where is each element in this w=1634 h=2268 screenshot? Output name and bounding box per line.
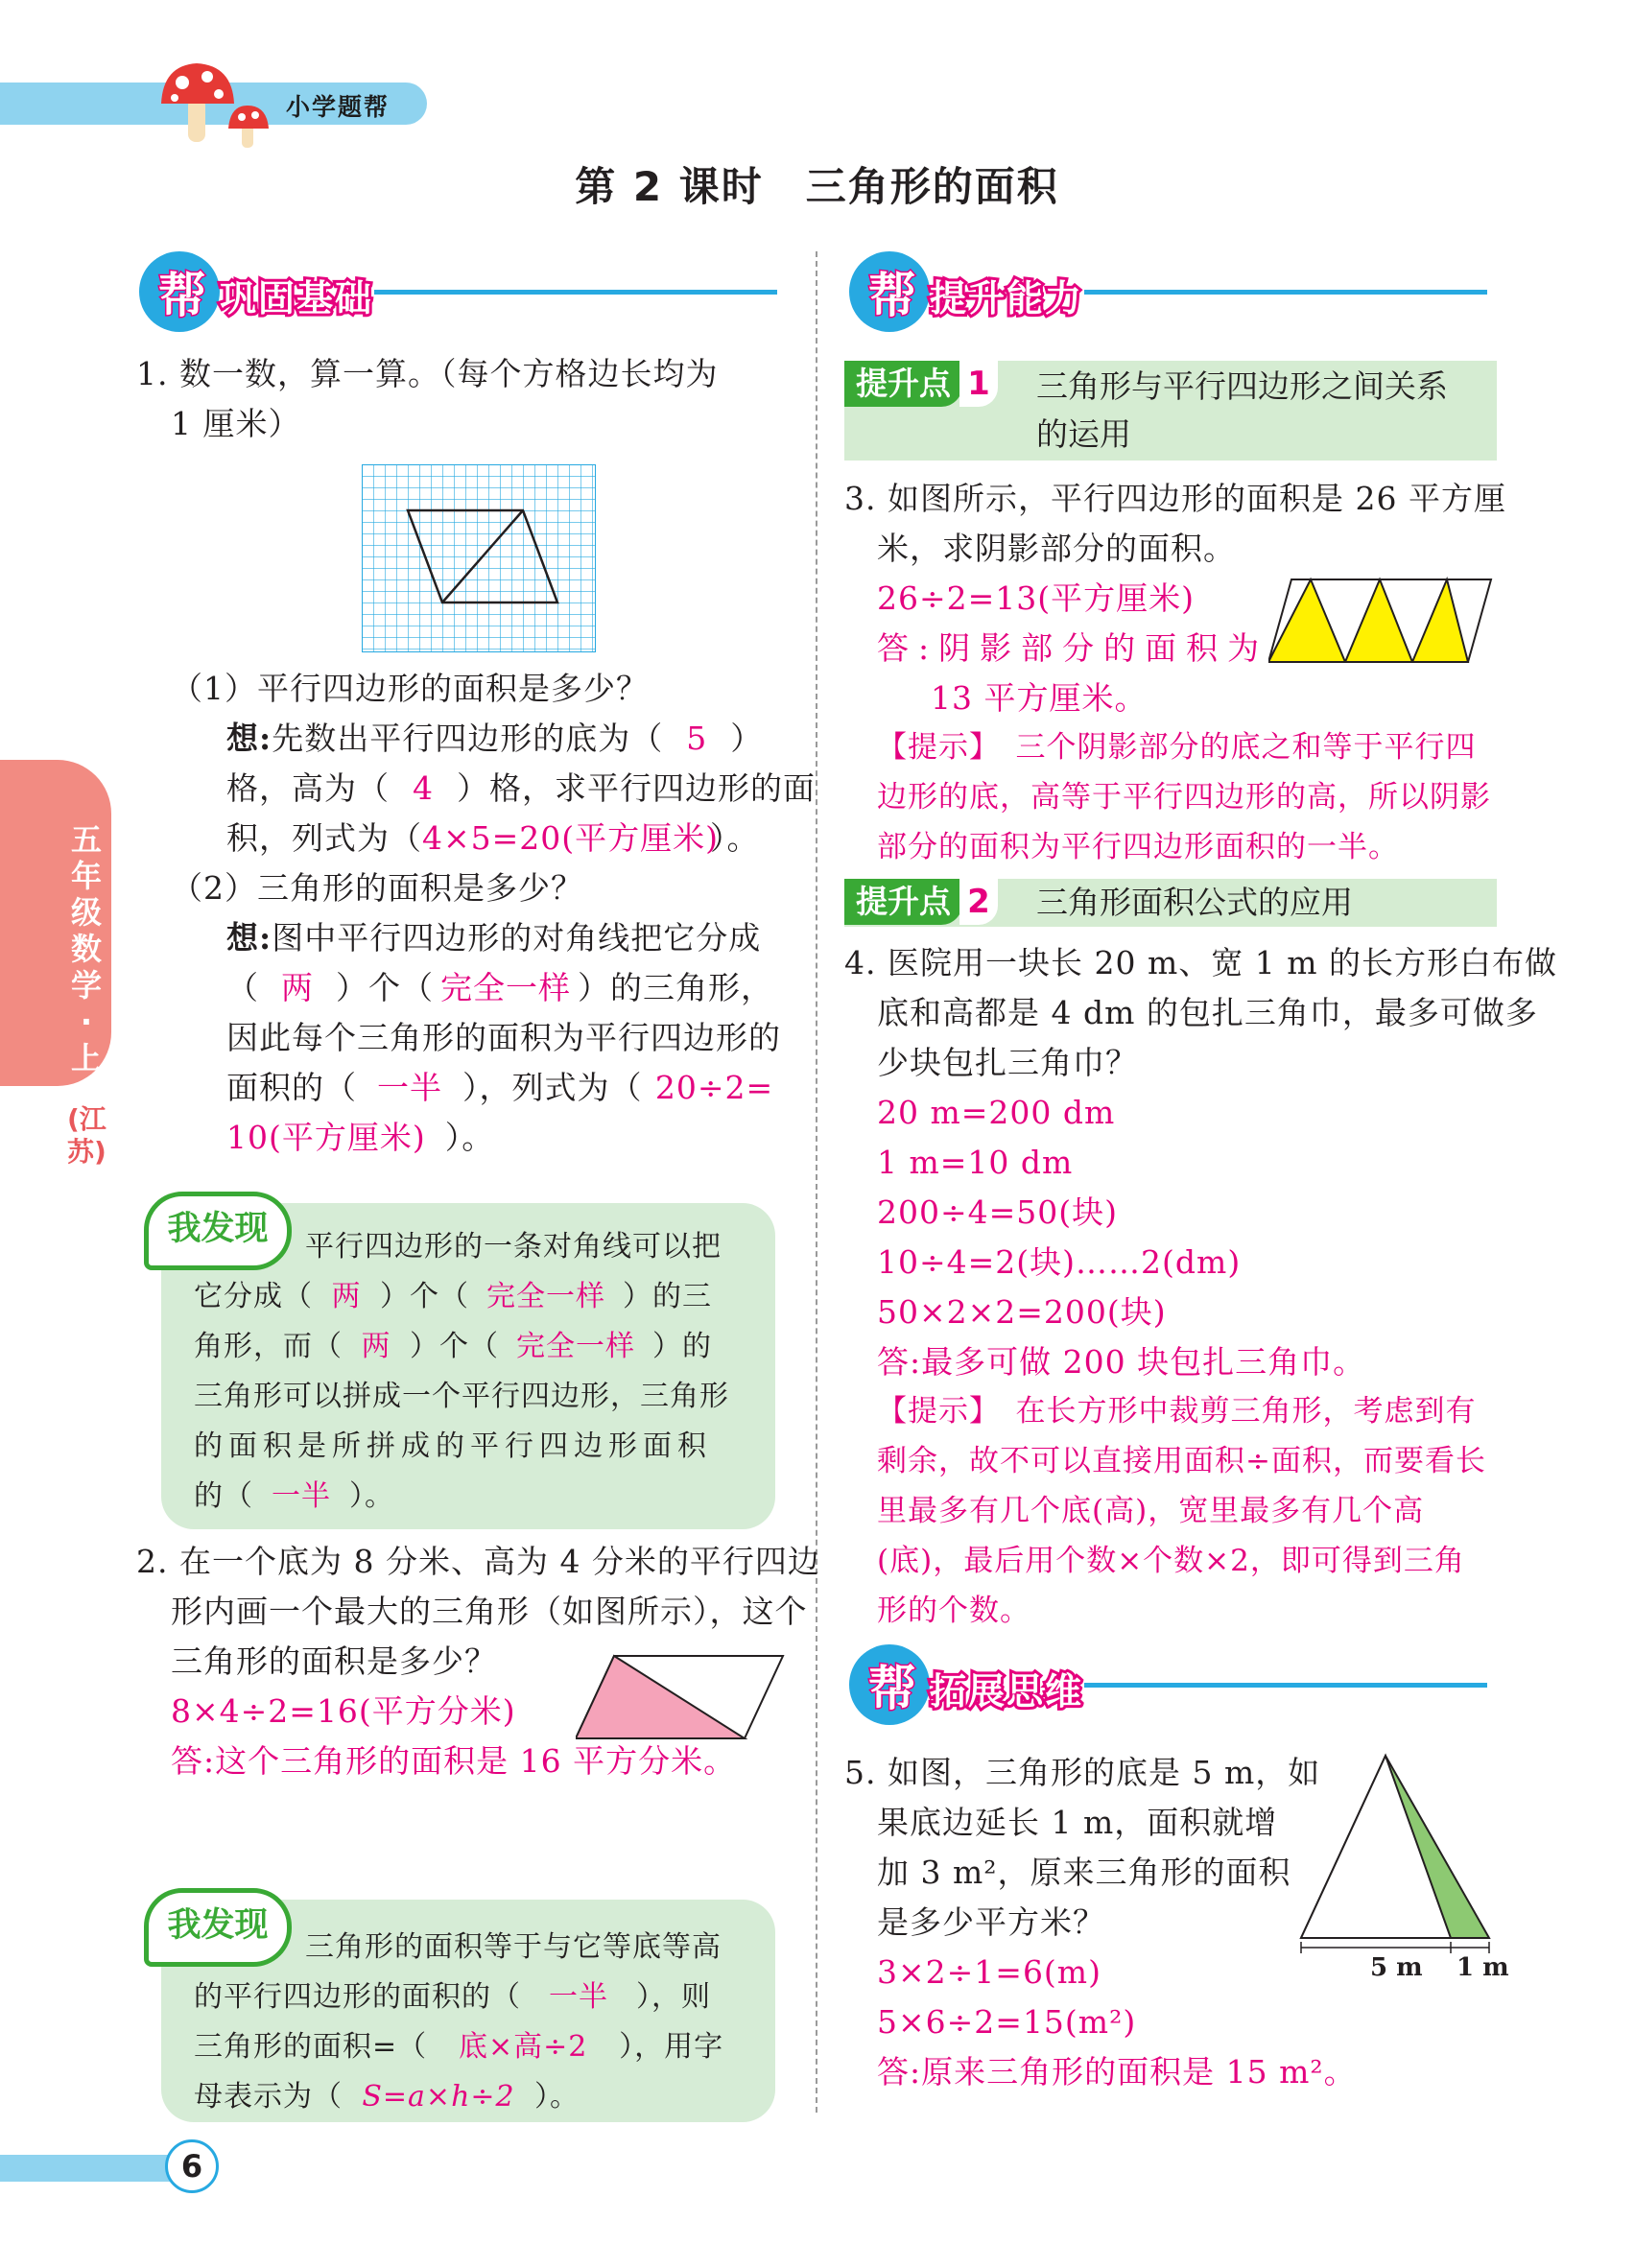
q3-hint-line1: 【提示】 三个阴影部分的底之和等于平行四 xyxy=(877,730,1477,765)
q2-answer-line2: 答:这个三角形的面积是 16 平方分米。 xyxy=(171,1742,737,1780)
point-1-text-line1: 三角形与平行四边形之间关系 xyxy=(1036,367,1448,405)
discover2-line2: 的平行四边形的面积的（ 一半 ），则 xyxy=(194,1980,711,2014)
q5-base-label: 5 m xyxy=(1370,1953,1423,1982)
side-tab xyxy=(0,760,111,1086)
q5-stem-line3: 加 3 m²，原来三角形的面积 xyxy=(877,1854,1291,1891)
q5-answer-line2: 5×6÷2=15(m²) xyxy=(877,2003,1137,2041)
q1-part2-question: （2）三角形的面积是多少？ xyxy=(171,869,583,907)
section-rule xyxy=(1084,290,1487,295)
q5-extension-label: 1 m xyxy=(1456,1953,1509,1982)
q3-answer-line3: 13 平方厘米。 xyxy=(931,679,1148,717)
point-number: 1 xyxy=(959,361,998,407)
discover2-line1: 三角形的面积等于与它等底等高 xyxy=(305,1930,722,1964)
q4-hint-line1: 【提示】 在长方形中裁剪三角形，考虑到有 xyxy=(877,1394,1477,1429)
q1-part1-question: （1）平行四边形的面积是多少？ xyxy=(171,670,649,707)
point-number: 2 xyxy=(959,879,998,925)
q2-parallelogram-figure xyxy=(576,1652,787,1744)
q5-answer-line1: 3×2÷1=6(m) xyxy=(877,1953,1101,1991)
footer-bar xyxy=(0,2155,192,2182)
discover-tag: 我发现 xyxy=(144,1888,292,1967)
q1-part1-line1: 想:先数出平行四边形的底为（ 5 ） xyxy=(226,720,764,757)
brand-label: 小学题帮 xyxy=(286,93,391,121)
column-divider xyxy=(816,251,817,2113)
point-label: 提升点 xyxy=(844,361,962,407)
q3-hint-line3: 部分的面积为平行四边形面积的一半。 xyxy=(877,830,1399,864)
q4-answer-line6: 答:最多可做 200 块包扎三角巾。 xyxy=(877,1343,1366,1381)
q1-part2-line4: 面积的（ 一半 ），列式为（ 20÷2= xyxy=(226,1069,774,1106)
section-title: 巩固基础 xyxy=(220,277,374,319)
discover1-line2: 它分成（ 两 ）个（ 完全一样 ）的三 xyxy=(194,1280,712,1313)
q3-hint-line2: 边形的底，高等于平行四边形的高，所以阴影 xyxy=(877,780,1491,815)
discover2-line4: 母表示为（ S=a×h÷2 ）。 xyxy=(194,2080,580,2114)
mushroom-logo-icon xyxy=(154,56,288,152)
section-title: 提升能力 xyxy=(930,277,1084,319)
q1-stem-line2: 1 厘米） xyxy=(171,405,301,442)
q4-answer-line4: 10÷4=2(块)……2(dm) xyxy=(877,1243,1242,1281)
q5-stem-line1: 5. 如图，三角形的底是 5 m，如 xyxy=(844,1754,1321,1791)
side-tab-region: (江苏) xyxy=(67,1103,107,1168)
section-expand-header xyxy=(849,1644,1502,1731)
section-badge-text: 帮 xyxy=(158,268,206,323)
q1-part1-line3: 积，列式为（4×5=20(平方厘米)）。 xyxy=(226,819,760,857)
section-badge-text: 帮 xyxy=(868,268,916,323)
section-title: 拓展思维 xyxy=(930,1670,1084,1713)
q1-part2-line3: 因此每个三角形的面积为平行四边形的 xyxy=(226,1019,781,1056)
q2-stem-line2: 形内画一个最大的三角形（如图所示），这个 xyxy=(171,1593,808,1630)
point-2-text-line1: 三角形面积公式的应用 xyxy=(1036,884,1353,921)
q1-part1-line2: 格，高为（ 4 ）格，求平行四边形的面 xyxy=(226,769,816,807)
q2-answer-line1: 8×4÷2=16(平方分米) xyxy=(171,1692,516,1730)
discover1-line3: 角形，而（ 两 ）个（ 完全一样 ）的 xyxy=(194,1330,712,1363)
discover2-line3: 三角形的面积=（ 底×高÷2 ），用字 xyxy=(194,2030,724,2064)
side-tab-grade: 五年级数学·上 xyxy=(70,821,102,1076)
section-rule xyxy=(1084,1683,1487,1688)
page-title: 第 2 课时 三角形的面积 xyxy=(575,163,1059,210)
discover-box-2 xyxy=(161,1900,775,2122)
page-number: 6 xyxy=(165,2139,219,2193)
q4-answer-line3: 200÷4=50(块) xyxy=(877,1193,1119,1231)
q2-stem-line1: 2. 在一个底为 8 分米、高为 4 分米的平行四边 xyxy=(136,1543,820,1580)
q4-answer-line2: 1 m=10 dm xyxy=(877,1144,1074,1181)
q4-hint-line5: 形的个数。 xyxy=(877,1594,1030,1628)
q4-stem-line1: 4. 医院用一块长 20 m、宽 1 m 的长方形白布做 xyxy=(844,944,1557,981)
discover1-line6: 的（ 一半 ）。 xyxy=(194,1479,394,1513)
point-2-box xyxy=(844,879,1497,927)
q4-answer-line5: 50×2×2=200(块) xyxy=(877,1293,1167,1331)
discover1-line5: 的面积是所拼成的平行四边形面积 xyxy=(194,1429,712,1463)
point-1-text-line2: 的运用 xyxy=(1036,415,1131,453)
q1-part2-line2: （ 两 ）个（ 完全一样 ）的三角形， xyxy=(226,969,773,1006)
q5-triangle-figure xyxy=(1297,1752,1499,1973)
discover1-line1: 平行四边形的一条对角线可以把 xyxy=(305,1230,722,1264)
q3-stem-line1: 3. 如图所示，平行四边形的面积是 26 平方厘 xyxy=(844,480,1506,517)
section-basic-header xyxy=(139,251,792,338)
point-label: 提升点 xyxy=(844,879,962,925)
q4-hint-line4: (底)，最后用个数×个数×2，即可得到三角 xyxy=(877,1544,1465,1578)
q4-stem-line2: 底和高都是 4 dm 的包扎三角巾，最多可做多 xyxy=(877,994,1538,1031)
q1-part2-line5: 10(平方厘米) ）。 xyxy=(226,1119,495,1156)
q3-stem-line2: 米，求阴影部分的面积。 xyxy=(877,530,1236,567)
q3-answer-line1: 26÷2=13(平方厘米) xyxy=(877,579,1196,617)
q1-grid-figure xyxy=(362,464,596,652)
q4-stem-line3: 少块包扎三角巾？ xyxy=(877,1044,1138,1081)
point-1-box xyxy=(844,361,1497,461)
discover-box-1 xyxy=(161,1203,775,1529)
discover1-line4: 三角形可以拼成一个平行四边形，三角形 xyxy=(194,1380,729,1413)
q1-stem-line1: 1. 数一数，算一算。（每个方格边长均为 xyxy=(136,355,719,392)
q5-answer-line3: 答:原来三角形的面积是 15 m²。 xyxy=(877,2053,1357,2091)
q5-stem-line4: 是多少平方米？ xyxy=(877,1903,1105,1941)
q4-hint-line2: 剩余，故不可以直接用面积÷面积，而要看长 xyxy=(877,1444,1486,1478)
section-rule xyxy=(374,290,777,295)
q4-answer-line1: 20 m=200 dm xyxy=(877,1094,1116,1131)
q4-hint-line3: 里最多有几个底(高)，宽里最多有几个高 xyxy=(877,1494,1425,1528)
section-improve-header xyxy=(849,251,1502,338)
q2-stem-line3: 三角形的面积是多少？ xyxy=(171,1642,497,1680)
discover-tag: 我发现 xyxy=(144,1192,292,1270)
q1-part2-line1: 想:图中平行四边形的对角线把它分成 xyxy=(226,919,762,957)
q3-shaded-parallelogram-figure xyxy=(1268,576,1495,668)
q3-answer-line2: 答:阴影部分的面积为 xyxy=(877,629,1269,667)
q5-stem-line2: 果底边延长 1 m，面积就增 xyxy=(877,1804,1278,1841)
section-badge-text: 帮 xyxy=(868,1661,916,1716)
